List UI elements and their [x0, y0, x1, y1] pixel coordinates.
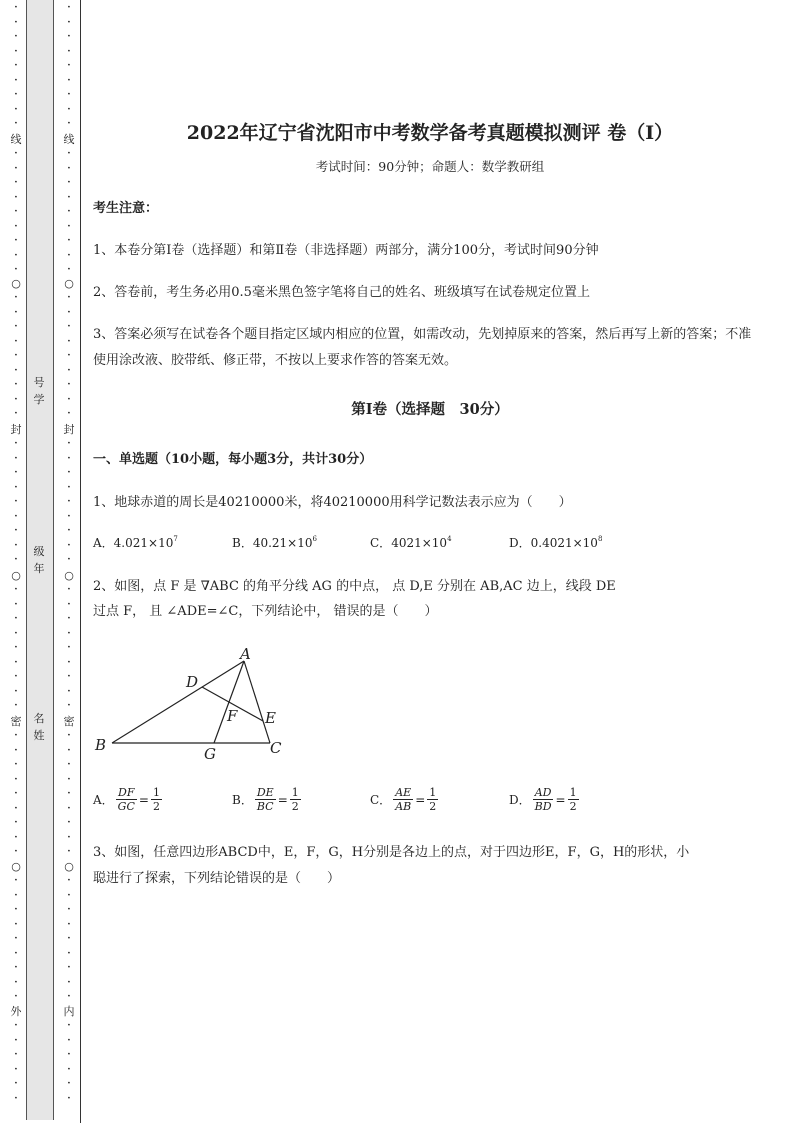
seal-dot: · [13, 611, 19, 626]
seal-dot: · [13, 494, 19, 509]
seal-dot: · [66, 304, 72, 320]
seal-dot: · [66, 508, 72, 524]
seal-dot: · [66, 101, 72, 117]
seal-dot: · [13, 844, 19, 859]
seal-dot: · [66, 29, 72, 44]
seal-dot: · [66, 844, 72, 859]
seal-dot: · [13, 116, 19, 131]
question-3-line-1: 3、如图，任意四边形ABCD中，E，F，G，H分别是各边上的点，对于四边形E，F，G，H的形状，小 [93, 845, 690, 860]
seal-dot: · [13, 204, 19, 219]
seal-char: 内 [63, 1005, 75, 1018]
seal-dot: · [66, 815, 72, 830]
seal-dot: · [66, 728, 72, 743]
seal-dot: · [66, 625, 72, 641]
exam-subtitle: 考试时间：90分钟；命题人：数学教研组 [315, 159, 545, 174]
seal-dot: · [13, 887, 19, 903]
seal-dot: · [13, 974, 19, 990]
seal-dot: · [13, 523, 19, 538]
seal-dot: · [66, 1061, 72, 1077]
seal-dot: · [66, 771, 72, 787]
seal-dot: · [13, 348, 19, 363]
seal-dot: · [66, 406, 72, 421]
seal-dot: · [13, 160, 19, 176]
note-item: 3、答案必须写在试卷各个题目指定区域内相应的位置，如需改动，先划掉原来的答案，然后再写上新的答案；不准使用涂改液、胶带纸、修正带，不按以上要求作答的答案无效。 [93, 327, 752, 368]
seal-dot: · [13, 989, 19, 1004]
seal-dot: · [13, 873, 19, 888]
q2-option-b[interactable]: B． $\frac{DE}{BC}$ = $\frac{1}{2}$ [232, 786, 299, 813]
seal-dot: · [66, 611, 72, 626]
question-1-stem: 1、地球赤道的周长是40210000米，将40210000用科学记数法表示应为（ ） [93, 495, 572, 510]
seal-dot: · [66, 233, 72, 248]
seal-dot: · [13, 757, 19, 772]
note-item: 1、本卷分第I卷（选择题）和第Ⅱ卷（非选择题）两部分，满分100分，考试时间90分钟 [93, 243, 599, 258]
seal-dot: · [13, 669, 19, 684]
seal-dot: · [66, 262, 72, 277]
seal-dot: · [13, 698, 19, 713]
seal-dot: · [66, 333, 72, 349]
seal-dot: · [13, 290, 19, 305]
seal-dot: · [66, 362, 72, 378]
seal-dot: · [66, 87, 72, 102]
seal-dot: · [13, 406, 19, 421]
label-c: C [270, 739, 282, 757]
seal-dot: · [13, 146, 19, 161]
seal-dot: · [66, 537, 72, 553]
seal-dot: · [66, 43, 72, 59]
seal-dot: · [66, 654, 72, 670]
seal-dot: · [13, 58, 19, 73]
seal-dot: · [66, 582, 72, 597]
seal-dot: · [13, 377, 19, 392]
seal-dot: · [13, 450, 19, 466]
seal-dot: · [13, 786, 19, 801]
section-heading: 一、单选题（10小题，每小题3分，共计30分） [93, 452, 373, 467]
seal-dot: · [13, 72, 19, 88]
seal-dot: · [66, 494, 72, 509]
seal-dot: · [66, 146, 72, 161]
seal-dot: · [13, 304, 19, 320]
seal-dot: · [13, 829, 19, 845]
exam-title: 2022年辽宁省沈阳市中考数学备考真题模拟测评 卷（Ⅰ） [186, 122, 674, 144]
label-b: B [95, 736, 107, 754]
seal-dot: · [13, 1061, 19, 1077]
seal-dot: · [66, 683, 72, 699]
seal-dot: · [66, 552, 72, 567]
seal-dot: · [66, 945, 72, 961]
seal-dot: · [13, 582, 19, 597]
seal-dot: · [66, 116, 72, 131]
seal-dot: · [66, 348, 72, 363]
q2-option-d[interactable]: D． $\frac{AD}{BD}$ = $\frac{1}{2}$ [509, 786, 577, 813]
seal-dot: · [66, 1018, 72, 1033]
seal-dot: · [66, 742, 72, 758]
seal-dot: · [13, 625, 19, 641]
seal-dot: · [13, 537, 19, 553]
seal-dot: · [66, 58, 72, 73]
seal-dot: · [13, 43, 19, 59]
q1-option-b[interactable]: B．$40.21\times 10^6$ [232, 535, 317, 550]
seal-dot: · [13, 479, 19, 495]
seal-char: 密 [10, 715, 22, 728]
seal-dot: · [66, 596, 72, 612]
seal-dot: · [13, 640, 19, 655]
seal-dot: · [66, 757, 72, 772]
question-2-line-2: 过点 F， 且 ∠ADE=∠C，下列结论中， 错误的是（ ） [93, 604, 438, 619]
seal-dot: · [66, 160, 72, 176]
seal-circle: ○ [64, 569, 74, 582]
seal-circle: ○ [11, 569, 21, 582]
seal-dot: · [13, 728, 19, 743]
seal-dot: · [13, 683, 19, 699]
seal-dot: · [66, 72, 72, 88]
seal-dot: · [66, 319, 72, 334]
triangle-figure [92, 643, 292, 763]
seal-dot: · [66, 479, 72, 495]
seal-dot: · [66, 786, 72, 801]
seal-dot: · [66, 931, 72, 946]
seal-dot: · [13, 1032, 19, 1048]
seal-dot: · [13, 233, 19, 248]
seal-dot: · [66, 1090, 72, 1106]
grade-label: 级 年 [33, 545, 45, 575]
seal-dot: · [13, 189, 19, 205]
seal-dot: · [66, 669, 72, 684]
seal-dot: · [66, 974, 72, 990]
seal-dot: · [13, 362, 19, 378]
seal-dot: · [66, 829, 72, 845]
seal-dot: · [13, 391, 19, 407]
seal-dot: · [13, 465, 19, 480]
seal-dot: · [13, 596, 19, 612]
seal-dot: · [66, 189, 72, 205]
q2-option-a[interactable]: A． $\frac{DF}{GC}$ = $\frac{1}{2}$ [93, 786, 160, 813]
question-3-line-2: 聪进行了探索，下列结论错误的是（ ） [93, 871, 341, 886]
seal-dot: · [66, 218, 72, 234]
seal-dot: · [13, 931, 19, 946]
label-g: G [204, 745, 216, 763]
seal-dot: · [13, 101, 19, 117]
notes-heading: 考生注意： [93, 201, 159, 216]
seal-dot: · [66, 640, 72, 655]
seal-dot: · [66, 523, 72, 538]
inner-seal-column [62, 0, 76, 1123]
seal-dot: · [66, 450, 72, 466]
seal-dot: · [66, 887, 72, 903]
seal-dot: · [13, 218, 19, 234]
seal-dot: · [13, 333, 19, 349]
seal-dot: · [13, 1047, 19, 1062]
seal-dot: · [66, 873, 72, 888]
name-label: 名 姓 [33, 712, 45, 742]
seal-circle: ○ [64, 277, 74, 290]
label-a: A [240, 645, 251, 663]
seal-dot: · [66, 391, 72, 407]
seal-dot: · [13, 916, 19, 932]
seal-dot: · [13, 771, 19, 787]
part-title: 第I卷（选择题 30分） [351, 401, 509, 418]
seal-dot: · [13, 742, 19, 758]
seal-dot: · [66, 204, 72, 219]
seal-dot: · [66, 960, 72, 975]
q1-option-d[interactable]: D．$0.4021\times 10^8$ [509, 535, 603, 550]
q1-option-a[interactable]: A．$4.021\times 10^7$ [93, 535, 178, 550]
seal-dot: · [13, 654, 19, 670]
seal-circle: ○ [11, 860, 21, 873]
seal-dot: · [13, 29, 19, 44]
student-id-label: 号 学 [33, 376, 45, 406]
question-1-options [93, 534, 753, 556]
seal-char: 线 [10, 133, 22, 146]
seal-char: 外 [10, 1005, 22, 1018]
label-f: F [227, 707, 238, 725]
label-e: E [265, 709, 276, 727]
seal-dot: · [66, 1032, 72, 1048]
seal-dot: · [13, 14, 19, 30]
q2-option-c[interactable]: C． $\frac{AE}{AB}$ = $\frac{1}{2}$ [370, 786, 437, 813]
question-2-options [93, 786, 753, 822]
seal-dot: · [13, 800, 19, 816]
seal-dot: · [13, 815, 19, 830]
seal-dot: · [66, 436, 72, 451]
seal-dot: · [13, 319, 19, 334]
seal-dot: · [66, 14, 72, 30]
label-d: D [186, 673, 199, 691]
seal-dot: · [66, 902, 72, 917]
seal-dot: · [66, 916, 72, 932]
seal-dot: · [13, 1018, 19, 1033]
seal-dot: · [66, 377, 72, 392]
seal-dot: · [13, 960, 19, 975]
seal-dot: · [13, 552, 19, 567]
seal-dot: · [66, 465, 72, 480]
question-2-line-1: 2、如图，点 F 是 ∇ABC 的角平分线 AG 的中点， 点 D,E 分别在 AB,AC 边上，线段 DE [93, 579, 616, 594]
seal-dot: · [66, 175, 72, 190]
seal-dot: · [66, 247, 72, 263]
seal-dot: · [66, 800, 72, 816]
seal-dot: · [13, 1076, 19, 1091]
seal-dot: · [13, 0, 19, 15]
seal-dot: · [66, 0, 72, 15]
seal-dot: · [13, 247, 19, 263]
note-item: 2、答卷前，考生务必用0.5毫米黑色签字笔将自己的姓名、班级填写在试卷规定位置上 [93, 285, 590, 300]
seal-circle: ○ [11, 277, 21, 290]
seal-dot: · [13, 508, 19, 524]
seal-dot: · [66, 989, 72, 1004]
seal-dot: · [66, 1076, 72, 1091]
seal-char: 封 [63, 423, 75, 436]
seal-char: 密 [63, 715, 75, 728]
seal-dot: · [66, 698, 72, 713]
seal-dot: · [13, 175, 19, 190]
seal-circle: ○ [64, 860, 74, 873]
seal-char: 线 [63, 133, 75, 146]
side-ac [244, 661, 270, 743]
seal-dot: · [13, 902, 19, 917]
q1-option-c[interactable]: C．$4021\times 10^4$ [370, 535, 452, 550]
seal-dot: · [13, 945, 19, 961]
seal-dot: · [13, 436, 19, 451]
seal-dot: · [13, 262, 19, 277]
seal-dot: · [66, 1047, 72, 1062]
outer-seal-column [9, 0, 23, 1123]
side-ab [112, 661, 244, 743]
seal-dot: · [13, 87, 19, 102]
seal-char: 封 [10, 423, 22, 436]
seal-dot: · [13, 1090, 19, 1106]
seal-dot: · [66, 290, 72, 305]
